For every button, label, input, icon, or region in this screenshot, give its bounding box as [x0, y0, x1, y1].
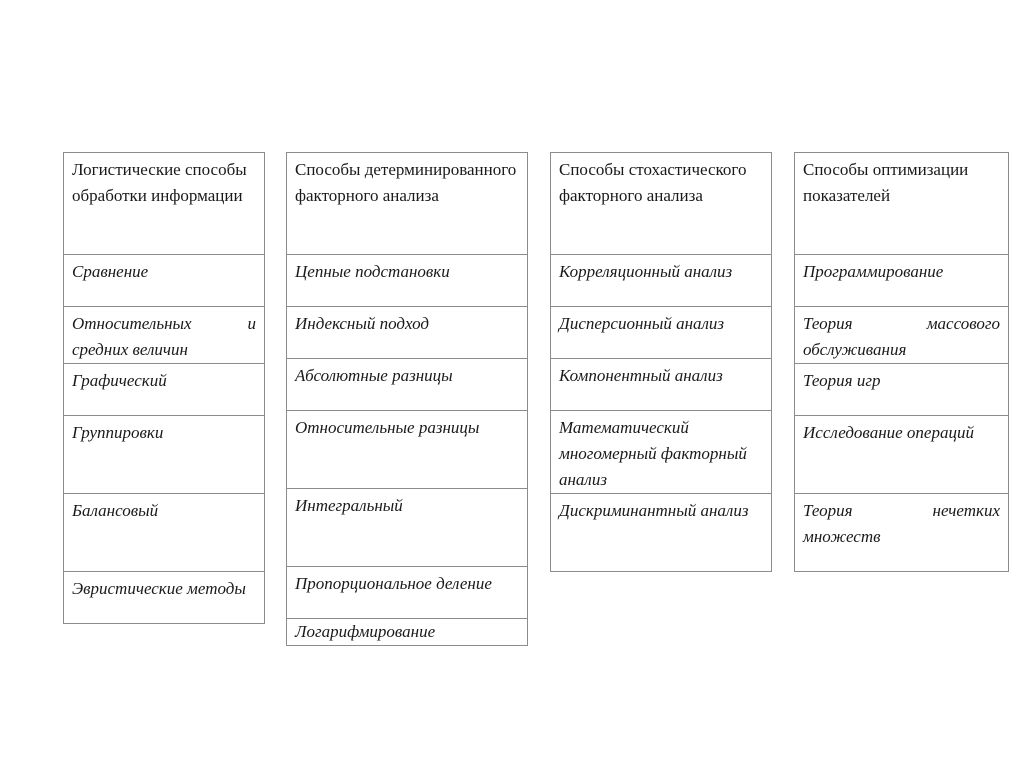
column-header: Способы детерминированного факторного анализа: [287, 153, 528, 255]
table-cell: Исследование операций: [795, 416, 1009, 494]
column-header: Способы стохастического факторного анализа: [551, 153, 772, 255]
table-cell: Теория нечетких множеств: [795, 494, 1009, 572]
table-cell: Цепные подстановки: [287, 255, 528, 307]
table-cell: Относительных и средних величин: [64, 307, 265, 364]
table-cell: Теория массового обслуживания: [795, 307, 1009, 364]
table-cell: Пропорциональное деление: [287, 567, 528, 619]
table-cell: Компонентный анализ: [551, 359, 772, 411]
table-cell: Логарифмирование: [287, 619, 528, 646]
table-cell: Балансовый: [64, 494, 265, 572]
table-cell: Относительные разницы: [287, 411, 528, 489]
table-cell: Дисперсионный анализ: [551, 307, 772, 359]
column-header: Логистические способы обработки информации: [64, 153, 265, 255]
table-cell: Индексный подход: [287, 307, 528, 359]
table-cell: Математический многомерный факторный анализ: [551, 411, 772, 494]
table-cell: Программирование: [795, 255, 1009, 307]
table-cell: Дискриминантный анализ: [551, 494, 772, 572]
table-cell: Сравнение: [64, 255, 265, 307]
column-header: Способы оптимизации показателей: [795, 153, 1009, 255]
table-cell: Интегральный: [287, 489, 528, 567]
table-cell: Корреляционный анализ: [551, 255, 772, 307]
table-cell: Абсолютные разницы: [287, 359, 528, 411]
table-cell: Эвристические методы: [64, 572, 265, 624]
table-cell: Группировки: [64, 416, 265, 494]
table-deterministic-methods: [286, 152, 528, 646]
table-stochastic-methods: [550, 152, 772, 572]
table-cell: Графический: [64, 364, 265, 416]
table-cell: Теория игр: [795, 364, 1009, 416]
table-logistic-methods: [63, 152, 265, 624]
table-optimization-methods: [794, 152, 1009, 572]
